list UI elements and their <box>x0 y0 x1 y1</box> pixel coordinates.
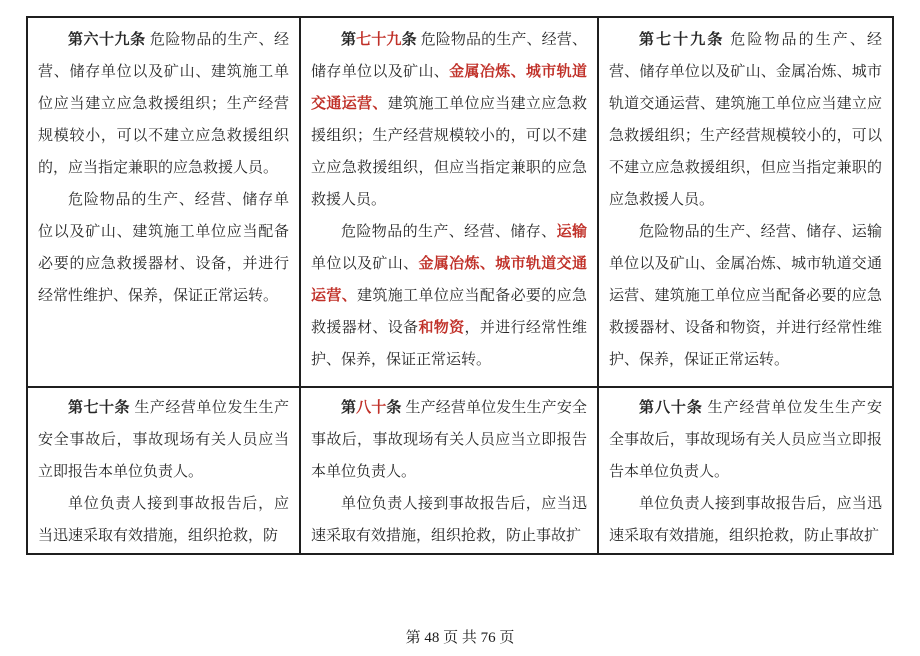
text-run: 单位负责人接到事故报告后，应当迅速采取有效措施，组织抢救，防 <box>38 496 289 544</box>
text-run: 第七十条 <box>68 400 131 416</box>
page-number: 第 48 页 共 76 页 <box>405 630 515 646</box>
text-run: 生产经营单位发生生产安全事故后，事故现场有关人员应当立即报告本单位负责人。 <box>311 400 587 480</box>
table-cell <box>299 18 597 386</box>
revision-highlight: 金属冶炼、城市轨道交通运营、 <box>311 256 587 304</box>
text-run: 建筑施工单位应当建立应急救援组织；生产经营规模较小的，可以不建立应急救援组织，但应当指定兼职的应急救援人员。 <box>311 96 587 208</box>
paragraph <box>311 488 587 552</box>
table-cell <box>28 18 299 386</box>
table-cell <box>299 386 597 553</box>
table-cell <box>597 386 892 553</box>
text-run: 生产经营单位发生生产安全事故后，事故现场有关人员应当立即报告本单位负责人。 <box>38 400 289 480</box>
paragraph <box>609 488 882 552</box>
text-run: 第八十条 <box>639 400 703 416</box>
text-run: ，并进行经常性维护、保养，保证正常运转。 <box>311 320 587 368</box>
text-run: 危险物品的生产、经营、储存单位以及矿山、 <box>311 32 587 80</box>
revision-highlight: 八十 <box>356 400 387 416</box>
table-cell <box>28 386 299 553</box>
text-run: 生产经营单位发生生产安全事故后，事故现场有关人员应当立即报告本单位负责人。 <box>609 400 882 480</box>
text-run: 危险物品的生产、经营、储存单位以及矿山、金属冶炼、城市轨道交通运营、建筑施工单位应当建立应急救援组织；生产经营规模较小的，可以不建立应急救援组织，但应当指定兼职的应急救援人员。 <box>609 32 882 208</box>
paragraph <box>609 392 882 488</box>
text-run: 危险物品的生产、经营、储存、 <box>341 224 557 240</box>
paragraph <box>609 24 882 216</box>
paragraph <box>38 184 289 312</box>
text-run: 第七十九条 <box>639 32 725 48</box>
text-run: 单位以及矿山、 <box>311 256 419 272</box>
text-run: 单位负责人接到事故报告后，应当迅速采取有效措施，组织抢救，防止事故扩 <box>609 496 882 544</box>
text-run: 建筑施工单位应当配备必要的应急救援器材、设备 <box>311 288 587 336</box>
text-run: 危险物品的生产、经营、储存、运输单位以及矿山、金属冶炼、城市轨道交通运营、建筑施工单位应当配备必要的应急救援器材、设备和物资，并进行经常性维护、保养，保证正常运转。 <box>609 224 882 368</box>
table-cell <box>597 18 892 386</box>
paragraph <box>38 392 289 488</box>
paragraph <box>311 24 587 216</box>
revision-highlight: 运输 <box>556 224 587 240</box>
paragraph <box>38 24 289 184</box>
text-run: 第 <box>341 400 357 416</box>
law-comparison-table <box>26 16 894 555</box>
revision-highlight: 七十九 <box>356 32 402 48</box>
paragraph <box>609 216 882 376</box>
paragraph <box>311 216 587 376</box>
text-run: 危险物品的生产、经营、储存单位以及矿山、建筑施工单位应当配备必要的应急救援器材、设备，并进行经常性维护、保养，保证正常运转。 <box>38 192 289 304</box>
text-run: 第 <box>341 32 357 48</box>
revision-highlight: 和物资 <box>418 320 465 336</box>
text-run: 条 <box>401 32 417 48</box>
paragraph <box>311 392 587 488</box>
text-run: 条 <box>386 400 402 416</box>
paragraph <box>38 488 289 552</box>
text-run: 第六十九条 <box>68 32 146 48</box>
text-run: 单位负责人接到事故报告后，应当迅速采取有效措施，组织抢救，防止事故扩 <box>311 496 587 544</box>
revision-highlight: 金属冶炼、城市轨道交通运营、 <box>311 64 587 112</box>
text-run: 危险物品的生产、经营、储存单位以及矿山、建筑施工单位应当建立应急救援组织；生产经营规模较小，可以不建立应急救援组织的，应当指定兼职的应急救援人员。 <box>38 32 289 176</box>
